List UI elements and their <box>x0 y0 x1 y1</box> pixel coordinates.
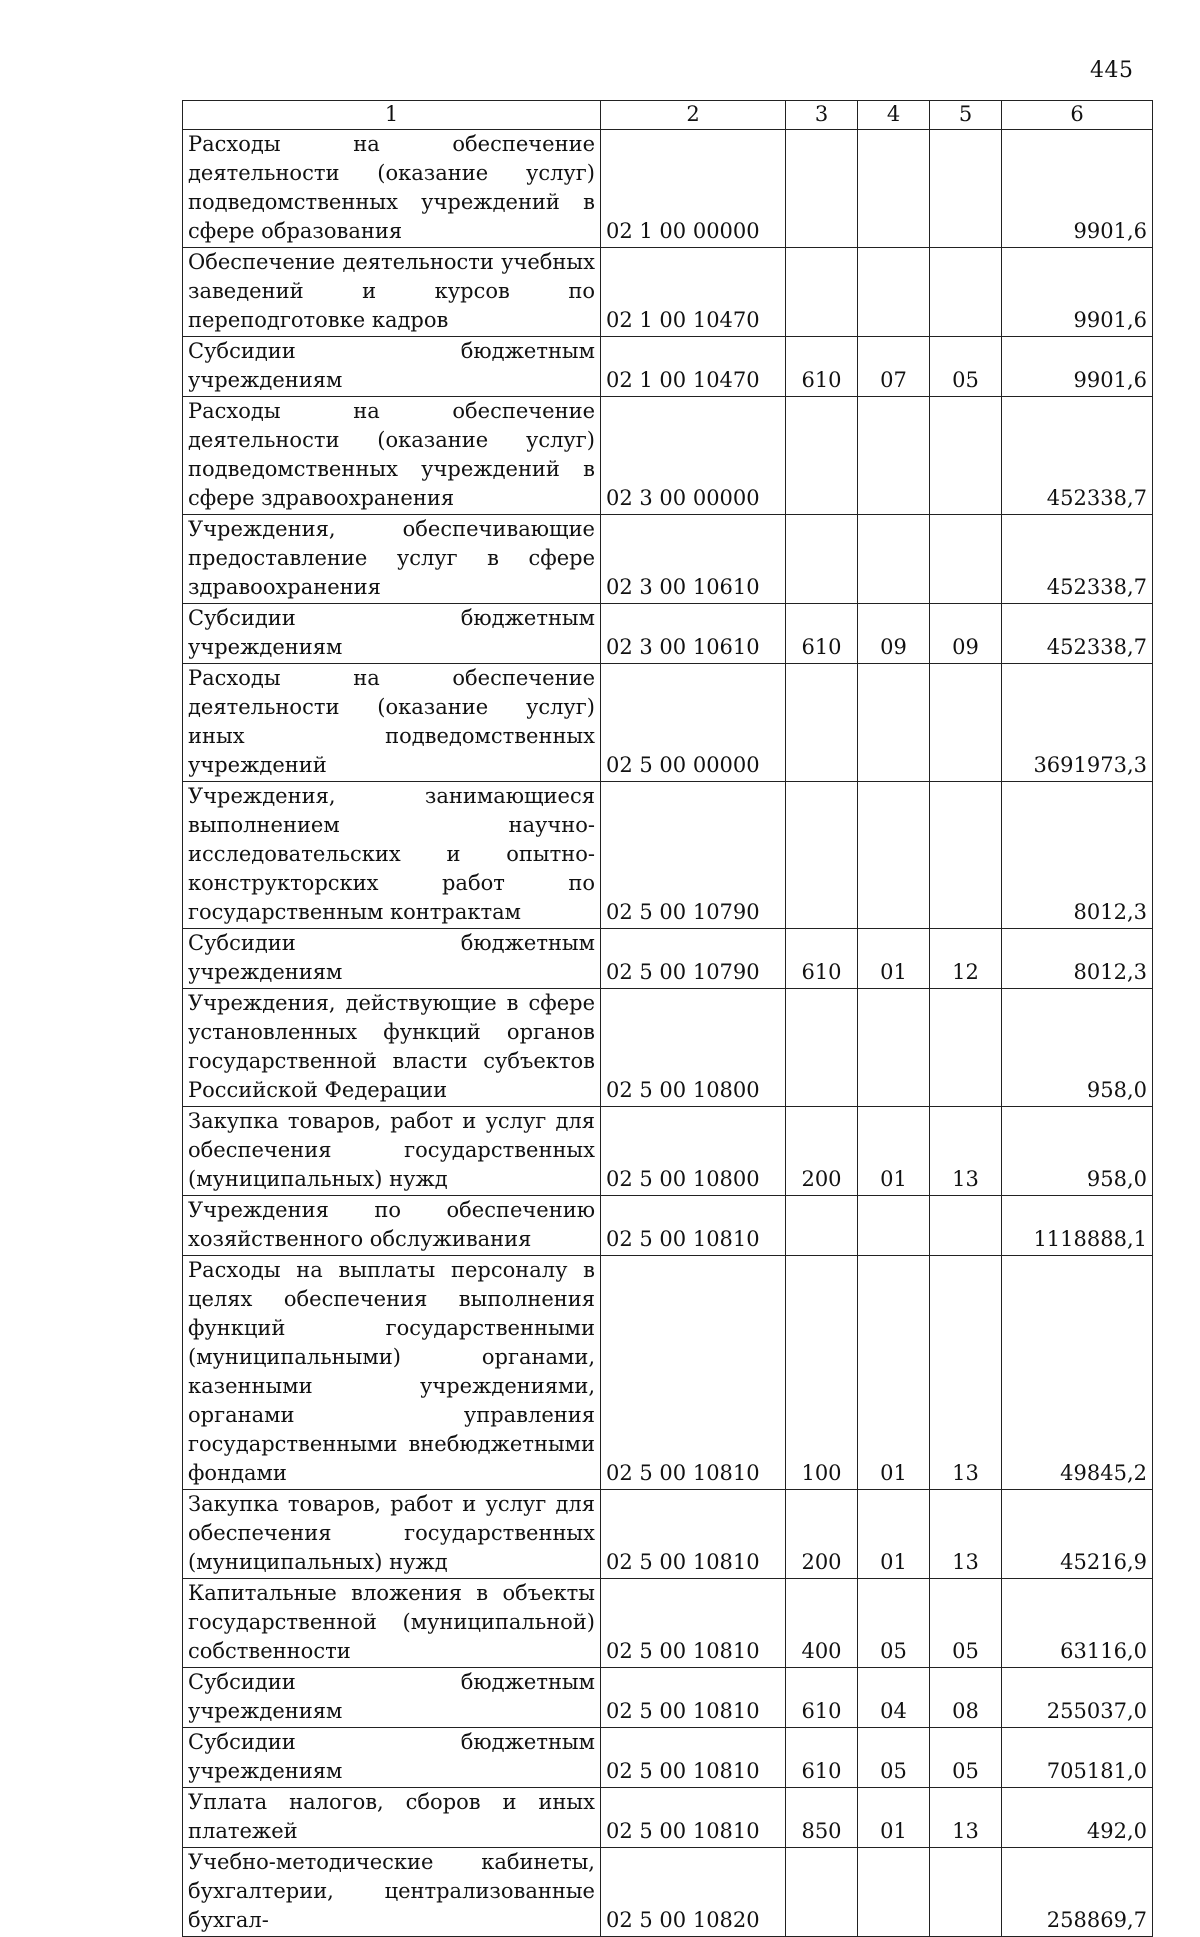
target-code-cell: 02 5 00 10810 <box>601 1579 786 1668</box>
expense-name-cell: Субсидии бюджетным учреждениям <box>183 337 601 397</box>
section-cell: 05 <box>858 1728 930 1788</box>
amount-cell: 705181,0 <box>1002 1728 1153 1788</box>
expense-name-cell: Уплата налогов, сборов и иных платежей <box>183 1788 601 1848</box>
target-code-cell: 02 5 00 10790 <box>601 929 786 989</box>
column-header: 4 <box>858 101 930 130</box>
expense-type-cell: 610 <box>786 1728 858 1788</box>
table-row <box>183 1579 1153 1668</box>
expense-type-cell: 200 <box>786 1107 858 1196</box>
expense-name-cell: Субсидии бюджетным учреждениям <box>183 1668 601 1728</box>
amount-cell: 958,0 <box>1002 1107 1153 1196</box>
expense-name-cell: Учреждения, действующие в сфере установленных функций органов государственной власти субъектов Российской Федерации <box>183 989 601 1107</box>
table-row <box>183 782 1153 929</box>
table-row <box>183 248 1153 337</box>
table-row <box>183 337 1153 397</box>
target-code-cell: 02 3 00 10610 <box>601 515 786 604</box>
amount-cell: 452338,7 <box>1002 515 1153 604</box>
table-row <box>183 604 1153 664</box>
expense-type-cell <box>786 782 858 929</box>
table-row <box>183 515 1153 604</box>
amount-cell: 63116,0 <box>1002 1579 1153 1668</box>
section-cell: 09 <box>858 604 930 664</box>
amount-cell: 452338,7 <box>1002 604 1153 664</box>
subsection-cell <box>930 989 1002 1107</box>
budget-table <box>182 100 1153 1937</box>
section-cell: 01 <box>858 1490 930 1579</box>
amount-cell: 49845,2 <box>1002 1256 1153 1490</box>
expense-type-cell: 200 <box>786 1490 858 1579</box>
expense-type-cell: 850 <box>786 1788 858 1848</box>
amount-cell: 3691973,3 <box>1002 664 1153 782</box>
table-row <box>183 929 1153 989</box>
table-row <box>183 130 1153 248</box>
amount-cell: 8012,3 <box>1002 782 1153 929</box>
table-row <box>183 1256 1153 1490</box>
target-code-cell: 02 5 00 00000 <box>601 664 786 782</box>
amount-cell: 45216,9 <box>1002 1490 1153 1579</box>
subsection-cell: 13 <box>930 1490 1002 1579</box>
section-cell <box>858 515 930 604</box>
table-row <box>183 1107 1153 1196</box>
amount-cell: 258869,7 <box>1002 1848 1153 1937</box>
target-code-cell: 02 5 00 10800 <box>601 1107 786 1196</box>
section-cell <box>858 664 930 782</box>
expense-type-cell <box>786 397 858 515</box>
expense-name-cell: Обеспечение деятельности учебных заведений и курсов по переподготовке кадров <box>183 248 601 337</box>
column-header: 1 <box>183 101 601 130</box>
expense-name-cell: Субсидии бюджетным учреждениям <box>183 929 601 989</box>
section-cell: 04 <box>858 1668 930 1728</box>
subsection-cell <box>930 1848 1002 1937</box>
page-number: 445 <box>1090 58 1134 83</box>
target-code-cell: 02 3 00 10610 <box>601 604 786 664</box>
section-cell: 05 <box>858 1579 930 1668</box>
section-cell: 01 <box>858 929 930 989</box>
expense-type-cell <box>786 989 858 1107</box>
expense-type-cell <box>786 1848 858 1937</box>
target-code-cell: 02 1 00 00000 <box>601 130 786 248</box>
expense-name-cell: Расходы на обеспечение деятельности (оказание услуг) иных подведомственных учреждений <box>183 664 601 782</box>
section-cell <box>858 782 930 929</box>
amount-cell: 452338,7 <box>1002 397 1153 515</box>
subsection-cell: 05 <box>930 1579 1002 1668</box>
expense-type-cell: 610 <box>786 1668 858 1728</box>
subsection-cell: 09 <box>930 604 1002 664</box>
amount-cell: 9901,6 <box>1002 130 1153 248</box>
column-header: 5 <box>930 101 1002 130</box>
subsection-cell: 12 <box>930 929 1002 989</box>
expense-name-cell: Учебно-методические кабинеты, бухгалтерии, централизованные бухгал- <box>183 1848 601 1937</box>
expense-name-cell: Субсидии бюджетным учреждениям <box>183 1728 601 1788</box>
subsection-cell <box>930 782 1002 929</box>
target-code-cell: 02 5 00 10810 <box>601 1668 786 1728</box>
table-row <box>183 1196 1153 1256</box>
section-cell <box>858 989 930 1107</box>
expense-type-cell <box>786 515 858 604</box>
expense-type-cell: 610 <box>786 337 858 397</box>
section-cell: 01 <box>858 1256 930 1490</box>
expense-name-cell: Расходы на обеспечение деятельности (оказание услуг) подведомственных учреждений в сфере здравоохранения <box>183 397 601 515</box>
target-code-cell: 02 5 00 10810 <box>601 1196 786 1256</box>
expense-type-cell: 400 <box>786 1579 858 1668</box>
expense-name-cell: Капитальные вложения в объекты государственной (муниципальной) собственности <box>183 1579 601 1668</box>
section-cell <box>858 130 930 248</box>
expense-type-cell <box>786 130 858 248</box>
table-row <box>183 989 1153 1107</box>
subsection-cell: 05 <box>930 1728 1002 1788</box>
table-header-row <box>183 101 1153 130</box>
amount-cell: 255037,0 <box>1002 1668 1153 1728</box>
target-code-cell: 02 5 00 10810 <box>601 1788 786 1848</box>
target-code-cell: 02 5 00 10820 <box>601 1848 786 1937</box>
expense-name-cell: Закупка товаров, работ и услуг для обеспечения государственных (муниципальных) нужд <box>183 1490 601 1579</box>
amount-cell: 958,0 <box>1002 989 1153 1107</box>
expense-name-cell: Субсидии бюджетным учреждениям <box>183 604 601 664</box>
amount-cell: 1118888,1 <box>1002 1196 1153 1256</box>
section-cell: 01 <box>858 1107 930 1196</box>
target-code-cell: 02 5 00 10810 <box>601 1728 786 1788</box>
subsection-cell: 08 <box>930 1668 1002 1728</box>
target-code-cell: 02 3 00 00000 <box>601 397 786 515</box>
expense-type-cell: 610 <box>786 929 858 989</box>
amount-cell: 8012,3 <box>1002 929 1153 989</box>
table-row <box>183 1490 1153 1579</box>
subsection-cell: 05 <box>930 337 1002 397</box>
subsection-cell <box>930 664 1002 782</box>
target-code-cell: 02 1 00 10470 <box>601 248 786 337</box>
section-cell <box>858 1196 930 1256</box>
section-cell <box>858 397 930 515</box>
table-row <box>183 664 1153 782</box>
target-code-cell: 02 5 00 10800 <box>601 989 786 1107</box>
section-cell: 01 <box>858 1788 930 1848</box>
section-cell <box>858 1848 930 1937</box>
amount-cell: 9901,6 <box>1002 337 1153 397</box>
target-code-cell: 02 5 00 10790 <box>601 782 786 929</box>
expense-name-cell: Расходы на выплаты персоналу в целях обеспечения выполнения функций государственными (муниципальными) органами, казенными учреждениями, органами управления государственными внебюджетными фондами <box>183 1256 601 1490</box>
table-row <box>183 397 1153 515</box>
section-cell <box>858 248 930 337</box>
expense-type-cell <box>786 664 858 782</box>
expense-type-cell: 100 <box>786 1256 858 1490</box>
expense-type-cell: 610 <box>786 604 858 664</box>
amount-cell: 9901,6 <box>1002 248 1153 337</box>
table-row <box>183 1848 1153 1937</box>
table-row <box>183 1788 1153 1848</box>
subsection-cell <box>930 1196 1002 1256</box>
target-code-cell: 02 5 00 10810 <box>601 1256 786 1490</box>
expense-name-cell: Учреждения по обеспечению хозяйственного обслуживания <box>183 1196 601 1256</box>
target-code-cell: 02 5 00 10810 <box>601 1490 786 1579</box>
column-header: 3 <box>786 101 858 130</box>
target-code-cell: 02 1 00 10470 <box>601 337 786 397</box>
amount-cell: 492,0 <box>1002 1788 1153 1848</box>
expense-name-cell: Расходы на обеспечение деятельности (оказание услуг) подведомственных учреждений в сфере образования <box>183 130 601 248</box>
subsection-cell: 13 <box>930 1788 1002 1848</box>
table-row <box>183 1728 1153 1788</box>
subsection-cell <box>930 130 1002 248</box>
subsection-cell <box>930 515 1002 604</box>
expense-type-cell <box>786 248 858 337</box>
column-header: 6 <box>1002 101 1153 130</box>
expense-type-cell <box>786 1196 858 1256</box>
subsection-cell <box>930 248 1002 337</box>
table-row <box>183 1668 1153 1728</box>
expense-name-cell: Учреждения, обеспечивающие предоставление услуг в сфере здравоохранения <box>183 515 601 604</box>
subsection-cell: 13 <box>930 1107 1002 1196</box>
section-cell: 07 <box>858 337 930 397</box>
expense-name-cell: Закупка товаров, работ и услуг для обеспечения государственных (муниципальных) нужд <box>183 1107 601 1196</box>
column-header: 2 <box>601 101 786 130</box>
expense-name-cell: Учреждения, занимающиеся выполнением научно-исследовательских и опытно-конструкторских работ по государственным контрактам <box>183 782 601 929</box>
subsection-cell: 13 <box>930 1256 1002 1490</box>
subsection-cell <box>930 397 1002 515</box>
